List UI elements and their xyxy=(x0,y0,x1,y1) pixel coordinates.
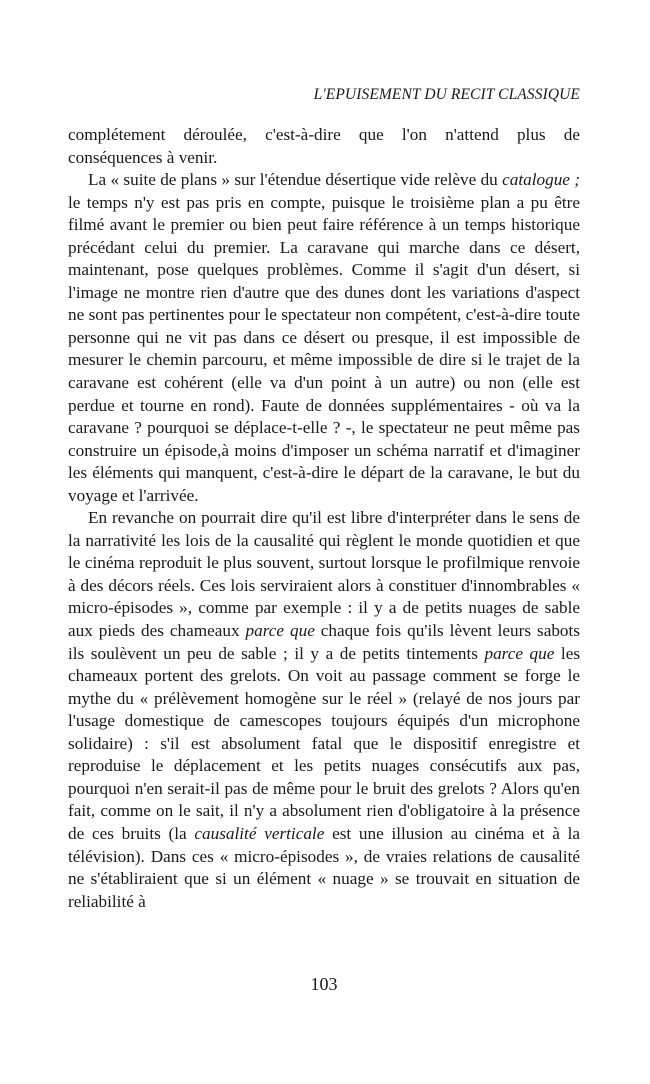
paragraph-1 xyxy=(68,124,580,169)
running-head: L'EPUISEMENT DU RECIT CLASSIQUE xyxy=(313,86,580,103)
italic-term-parce-que: parce que xyxy=(245,621,315,641)
paragraph-3 xyxy=(68,507,580,913)
book-page xyxy=(68,0,580,1084)
body-text xyxy=(68,124,580,913)
italic-term-causalite-verticale: causalité verticale xyxy=(194,823,325,843)
italic-term-parce-que: parce que xyxy=(484,643,555,663)
paragraph-2 xyxy=(68,169,580,507)
italic-term-catalogue: catalogue ; xyxy=(502,170,580,190)
text-segment: les chameaux portent des grelots. On voit au passage comment se forge le mythe du « prélèvement homogène sur le réel » (relayé de nos jours par l'usage domestique de camescopes toujours équipés d'un microphone solidaire) : s'il est absolument fatal que le dispositif enregistre et reproduise le déplacement et les petits nuages consécutifs aux pas, pourquoi n'en serait-il pas de même pour le bruit des grelots ? Alors qu'en fait, comme on le sait, il n'y a absolument rien d'obligatoire à la présence de ces bruits (la xyxy=(68,643,581,843)
text-segment: le temps n'y est pas pris en compte, puisque le troisième plan a pu être filmé avant le premier ou bien peut faire référence à un temps historique précédant celui du premier. La caravane qui marche dans ce désert, maintenant, pose quelques problèmes. Comme il s'agit d'un désert, si l'image ne montre rien d'autre que des dunes dont les variations d'aspect ne sont pas pertinentes pour le spectateur non compétent, c'est-à-dire toute personne qui ne vit pas dans ce désert ou presque, il est impossible de mesurer le chemin parcouru, et même impossible de dire si le trajet de la caravane est cohérent (elle va d'un point à un autre) ou non (elle est perdue et tourne en rond). Faute de données supplémentaires - où va la caravane ? pourquoi se déplace-t-elle ? -, le spectateur ne peut même pas construire un épisode,à moins d'imposer un schéma narratif et d'imaginer les éléments qui manquent, c'est-à-dire le départ de la caravane, le but du voyage et l'arrivée. xyxy=(68,192,580,505)
text-segment: chaque fois qu'ils lèvent leurs sabots ils soulèvent un peu de sable ; il y a de petits tintements xyxy=(68,621,580,663)
text-segment: En revanche on pourrait dire qu'il est libre d'interpréter dans le sens de la narrativité les lois de la causalité qui règlent le monde quotidien et que le cinéma reproduit le plus souvent, surtout lorsque le profilmique renvoie à des décors réels. Ces lois serviraient alors à constituer d'innombrables « micro-épisodes », comme par exemple : il y a de petits nuages de sable aux pieds des chameaux xyxy=(68,508,580,641)
text-segment: La « suite de plans » sur l'étendue désertique vide relève du xyxy=(88,170,503,190)
text-segment: complétement déroulée, c'est-à-dire que l'on n'attend plus de conséquences à venir. xyxy=(68,125,580,167)
text-segment: est une illusion au cinéma et à la télévision). Dans ces « micro-épisodes », de vraies relations de causalité ne s'établiraient que si un élément « nuage » se trouvait en situation de reliabilité à xyxy=(68,823,580,911)
page-number: 103 xyxy=(310,974,338,994)
